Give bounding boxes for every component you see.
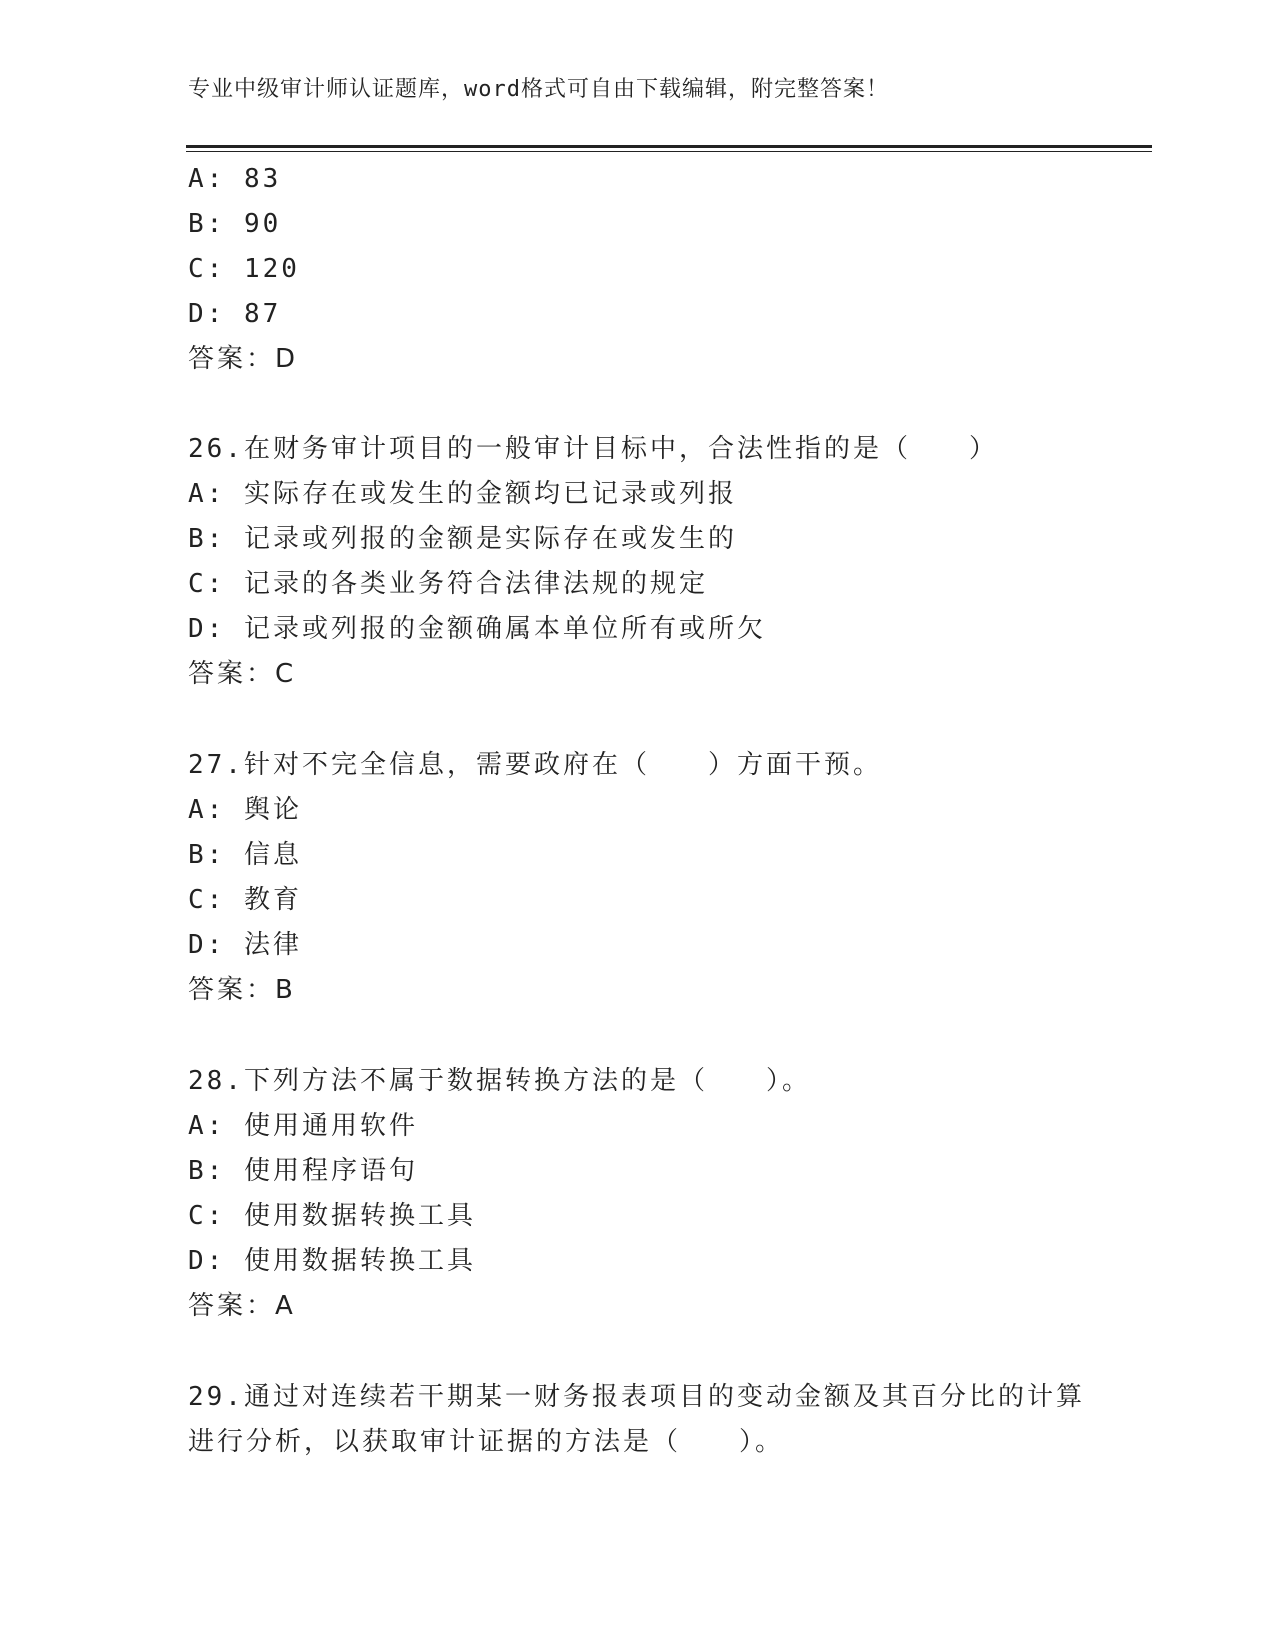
q26-answer: 答案：C [188,659,297,689]
q28-answer: 答案：A [188,1291,296,1321]
q29-question-line2: 进行分析，以获取审计证据的方法是（ ）。 [188,1427,785,1457]
q26-option-c: C: 记录的各类业务符合法律法规的规定 [188,569,708,599]
q25-answer: 答案：D [188,344,299,374]
q25-option-a: A: 83 [188,164,282,194]
q27-question: 27.针对不完全信息，需要政府在（ ）方面干预。 [188,750,882,780]
q28-option-d: D: 使用数据转换工具 [188,1246,476,1276]
q29-question-line1: 29.通过对连续若干期某一财务报表项目的变动金额及其百分比的计算 [188,1382,1085,1412]
header-rule-thin [186,151,1152,152]
q28-question: 28.下列方法不属于数据转换方法的是（ ）。 [188,1066,811,1096]
q26-option-d: D: 记录或列报的金额确属本单位所有或所欠 [188,614,766,644]
q27-answer: 答案：B [188,975,296,1005]
q25-option-d: D: 87 [188,299,282,329]
q26-option-b: B: 记录或列报的金额是实际存在或发生的 [188,524,737,554]
q27-option-c: C: 教育 [188,885,302,915]
q28-option-c: C: 使用数据转换工具 [188,1201,476,1231]
q28-option-b: B: 使用程序语句 [188,1156,418,1186]
q26-question: 26.在财务审计项目的一般审计目标中，合法性指的是（ ） [188,434,998,464]
q26-option-a: A: 实际存在或发生的金额均已记录或列报 [188,479,737,509]
q25-option-b: B: 90 [188,209,282,239]
q27-option-a: A: 舆论 [188,795,302,825]
page-header: 专业中级审计师认证题库，word格式可自由下载编辑，附完整答案！ [188,77,889,102]
q27-option-b: B: 信息 [188,840,302,870]
header-rule-thick [186,145,1152,148]
q27-option-d: D: 法律 [188,930,302,960]
q25-option-c: C: 120 [188,254,300,284]
q28-option-a: A: 使用通用软件 [188,1111,418,1141]
